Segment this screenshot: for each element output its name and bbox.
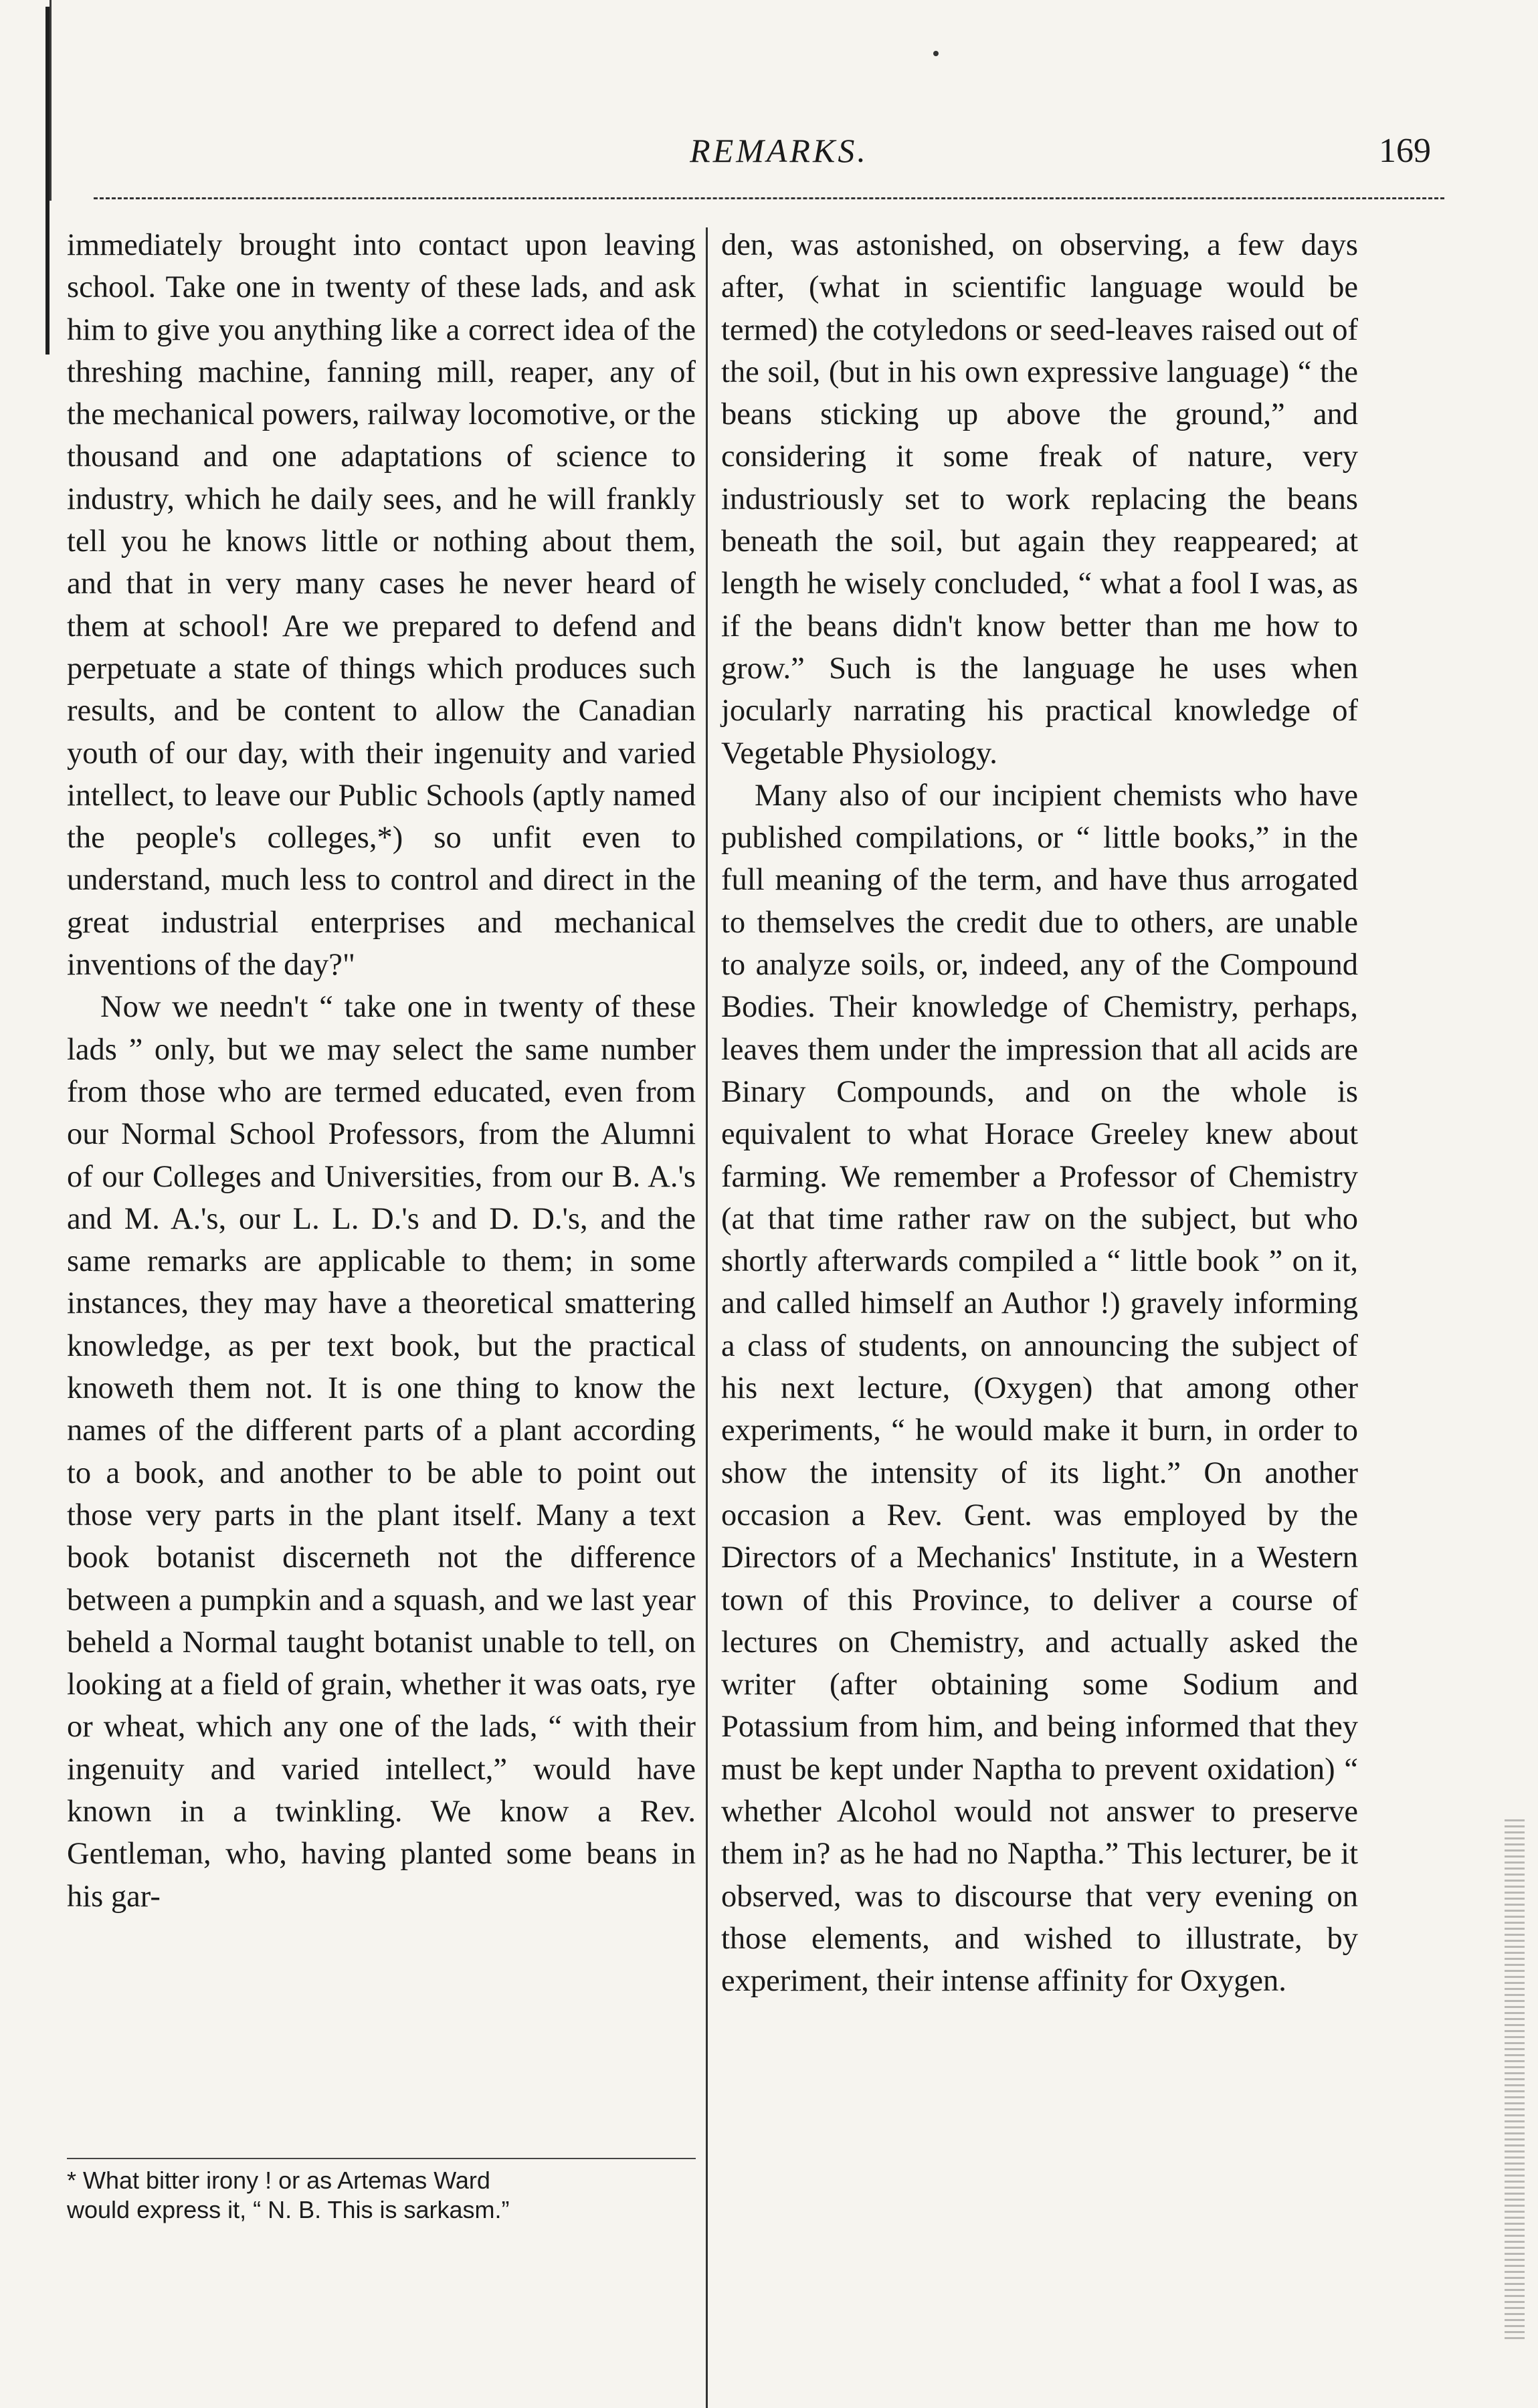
right-paragraph-2: Many also of our incipient chemists who have published compilations, or “ little books,” in the full meaning of the term, and have thus arrogated to themselves the credit due to others, are unable to analyze soils, or, indeed, any of the Compound Bodies. Their knowledge of Chemistry, perhaps, leaves them under the impression that all acids are Binary Compounds, and on the whole is equivalent to what Horace Greeley knew about farming. We remember a Professor of Chemistry (at that time rather raw on the subject, but who shortly afterwards compiled a “ little book ” on it, and called himself an Author !) gravely informing a class of students, on announcing the subject of his next lecture, (Oxygen) that among other experiments, “ he would make it burn, in order to show the intensity of its light.” On another occasion a Rev. Gent. was employed by the Directors of a Mechanics' Institute, in a Western town of this Province, to deliver a course of lectures on Chemistry, and actually asked the writer (after obtaining some Sodium and Potassium from him, and being informed that they must be kept under Naptha to prevent oxidation) “ whether Alcohol would not answer to preserve them in? as he had no Naptha.” This lecturer, be it observed, was to discourse that very evening on those elements, and wished to illustrate, by experiment, their intense affinity for Oxygen. (721, 778, 1358, 1999)
page-number: 169 (1379, 132, 1431, 170)
right-paragraph-1: den, was astonished, on observing, a few days after, (what in scientific language would be termed) the cotyledons or seed-leaves raised out of the soil, (but in his own expressive language) “ the beans sticking up above the ground,” and considering it some freak of nature, very industriously set to work replacing the beans beneath the soil, but again they reappeared; at length he wisely concluded, “ what a fool I was, as if the beans didn't know better than me how to grow.” Such is the language he uses when jocularly narrating his practical knowledge of Vegetable Physiology. (721, 228, 1358, 771)
page-speck (933, 51, 939, 56)
running-title: REMARKS. (690, 132, 868, 169)
footnote-line-1: * What bitter irony ! or as Artemas Ward (67, 2167, 490, 2194)
column-divider (706, 227, 708, 2408)
left-paragraph-2: Now we needn't “ take one in twenty of these lads ” only, but we may select the same number from those who are termed educated, even from our Normal School Professors, from the Alumni of our Colleges and Universities, from our B. A.'s and M. A.'s, our L. L. D.'s and D. D.'s, and the same remarks are applicable to them; in some instances, they may have a theoretical smattering knowledge, as per text book, but the practical knoweth them not. It is one thing to know the names of the different parts of a plant according to a book, and another to be able to point out those very parts in the plant itself. Many a text book botanist discerneth not the difference between a pumpkin and a squash, and we last year beheld a Normal taught botanist unable to tell, on looking at a field of grain, whether it was oats, rye or wheat, which any one of the lads, “ with their ingenuity and varied intellect,” would have known in a twinkling. We know a Rev. Gentleman, who, having planted some beans in his gar- (67, 990, 696, 1914)
left-paragraph-1: immediately brought into contact upon leaving school. Take one in twenty of these lads, and ask him to give you anything like a correct idea of the threshing machine, fanning mill, reaper, any of the mechanical powers, railway locomotive, or the thousand and one adaptations of science to industry, which he daily sees, and he will frankly tell you he knows little or nothing about them, and that in very many cases he never heard of them at school! Are we prepared to defend and perpetuate a state of things which produces such results, and be content to allow the Canadian youth of our day, with their ingenuity and varied intellect, to leave our Public Schools (aptly named the people's colleges,*) so unfit even to understand, much less to control and direct in the great industrial enterprises and mechanical inventions of the day?" (67, 228, 696, 983)
running-head (94, 131, 1438, 178)
footnote (67, 2166, 696, 2225)
header-rule (94, 197, 1444, 199)
binding-rule-thin (50, 0, 52, 201)
right-column (721, 224, 1358, 2002)
margin-speckle (1505, 1819, 1525, 2341)
left-column (67, 224, 696, 1918)
footnote-line-2: would express it, “ N. B. This is sarkasm.” (67, 2196, 510, 2223)
footnote-rule (67, 2158, 696, 2159)
